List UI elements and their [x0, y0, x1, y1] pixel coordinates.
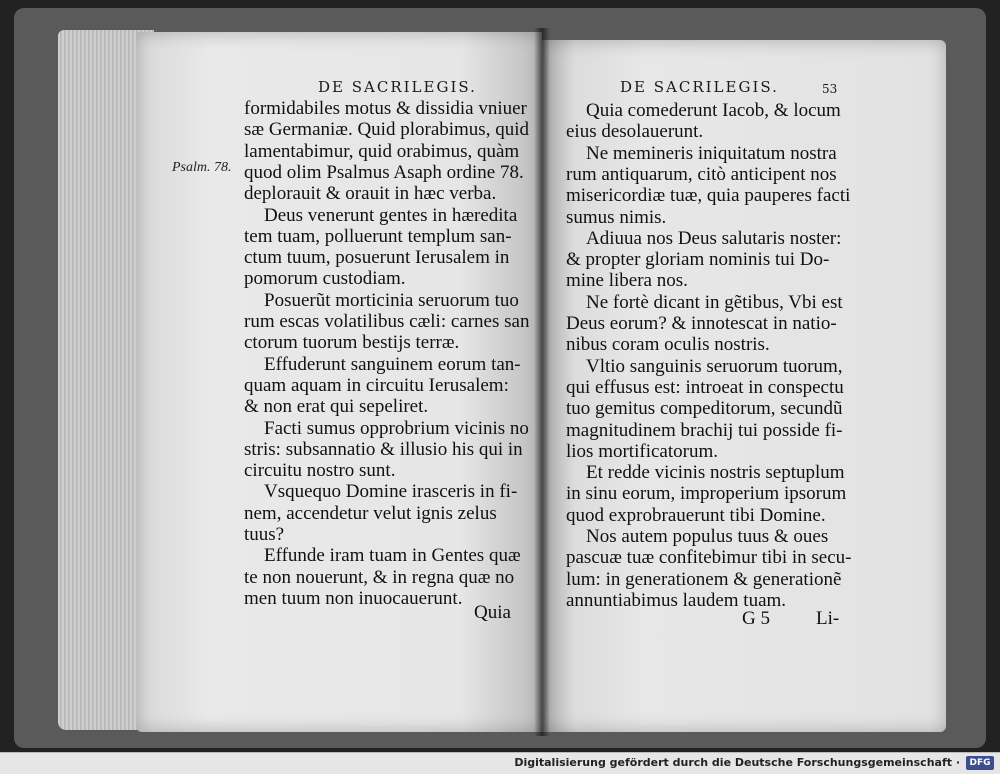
- text-line: quod exprobrauerunt tibi Domine.: [566, 504, 826, 526]
- text-line: magnitudinem brachij tui posside fi-: [566, 419, 843, 441]
- text-line: mine libera nos.: [566, 270, 688, 292]
- text-line: lum: in generationem & generationẽ: [566, 568, 842, 590]
- text-line: qui effusus est: introeat in conspectu: [566, 376, 844, 398]
- dfg-logo: DFG: [966, 756, 994, 770]
- text-line: Nos autem populus tuus & oues: [586, 526, 829, 547]
- text-line: misericordiæ tuæ, quia pauperes facti: [566, 185, 851, 207]
- text-line: formidabiles motus & dissidia vniuer: [244, 98, 527, 119]
- text-line: men tuum non inuocauerunt.: [244, 587, 463, 609]
- text-line: lios mortificatorum.: [566, 440, 718, 462]
- text-line: lamentabimur, quid orabimus, quàm: [244, 140, 520, 162]
- text-line: tuo gemitus compeditorum, secundũ: [566, 398, 843, 420]
- text-line: annuntiabimus laudem tuam.: [566, 589, 787, 611]
- text-line: Quia comederunt Iacob, & locum: [586, 100, 841, 121]
- text-line: sæ Germaniæ. Quid plorabimus, quid: [244, 119, 529, 141]
- text-line: Et redde vicinis nostris septuplum: [586, 462, 845, 484]
- right-catchword: Li-: [816, 608, 840, 629]
- text-line: eius desolauerunt.: [566, 121, 704, 143]
- left-page-header: DE SACRILEGIS.: [318, 78, 477, 96]
- text-line: nem, accendetur velut ignis zelus: [244, 502, 497, 524]
- text-line: tem tuam, polluerunt templum san-: [244, 225, 512, 247]
- text-line: pomorum custodiam.: [244, 268, 406, 290]
- text-line: Adiuua nos Deus salutaris noster:: [586, 227, 842, 249]
- footer-bar: [0, 752, 1000, 774]
- text-line: Ne fortè dicant in gẽtibus, Vbi est: [586, 291, 843, 313]
- text-line: rum antiquarum, citò anticipent nos: [566, 163, 837, 185]
- page-number: 53: [822, 82, 838, 96]
- text-line: te non nouerunt, & in regna quæ no: [244, 566, 515, 588]
- text-line: & non erat qui sepeliret.: [244, 396, 429, 418]
- text-line: Deus venerunt gentes in hæredita: [264, 204, 518, 226]
- left-catchword: Quia: [474, 602, 511, 623]
- text-line: nibus coram oculis nostris.: [566, 334, 770, 356]
- text-line: quam aquam in circuitu Ierusalem:: [244, 374, 509, 396]
- text-line: Effunde iram tuam in Gentes quæ: [264, 545, 521, 567]
- footer-credit: Digitalisierung gefördert durch die Deutsche Forschungsgemeinschaft ·: [514, 756, 960, 769]
- text-line: circuitu nostro sunt.: [244, 460, 396, 482]
- text-line: rum escas volatilibus cæli: carnes san: [244, 311, 530, 332]
- text-line: Facti sumus opprobrium vicinis no: [264, 417, 529, 439]
- text-line: deplorauit & orauit in hæc verba.: [244, 183, 497, 205]
- text-line: Vltio sanguinis seruorum tuorum,: [586, 355, 843, 377]
- text-line: Effuderunt sanguinem eorum tan-: [264, 353, 521, 375]
- text-line: quod olim Psalmus Asaph ordine 78.: [244, 161, 524, 183]
- text-line: sumus nimis.: [566, 206, 667, 228]
- text-line: in sinu eorum, improperium ipsorum: [566, 483, 847, 505]
- text-line: & propter gloriam nominis tui Do-: [566, 249, 830, 271]
- text-line: ctorum tuorum bestijs terræ.: [244, 332, 460, 354]
- text-line: pascuæ tuæ confitebimur tibi in secu-: [566, 547, 852, 569]
- text-line: Vsquequo Domine irasceris in fi-: [264, 481, 518, 503]
- text-line: Deus eorum? & innotescat in natio-: [566, 313, 837, 334]
- text-line: stris: subsannatio & illusio his qui in: [244, 438, 523, 460]
- text-line: Ne memineris iniquitatum nostra: [586, 142, 837, 164]
- right-page-header: DE SACRILEGIS.: [620, 78, 779, 96]
- text-line: Posuerũt morticinia seruorum tuo: [264, 289, 519, 311]
- text-line: ctum tuum, posuerunt Ierusalem in: [244, 247, 510, 269]
- signature-mark: G 5: [742, 608, 770, 629]
- book-gutter: [534, 28, 550, 736]
- text-line: tuus?: [244, 524, 285, 545]
- marginal-note: Psalm. 78.: [172, 160, 232, 175]
